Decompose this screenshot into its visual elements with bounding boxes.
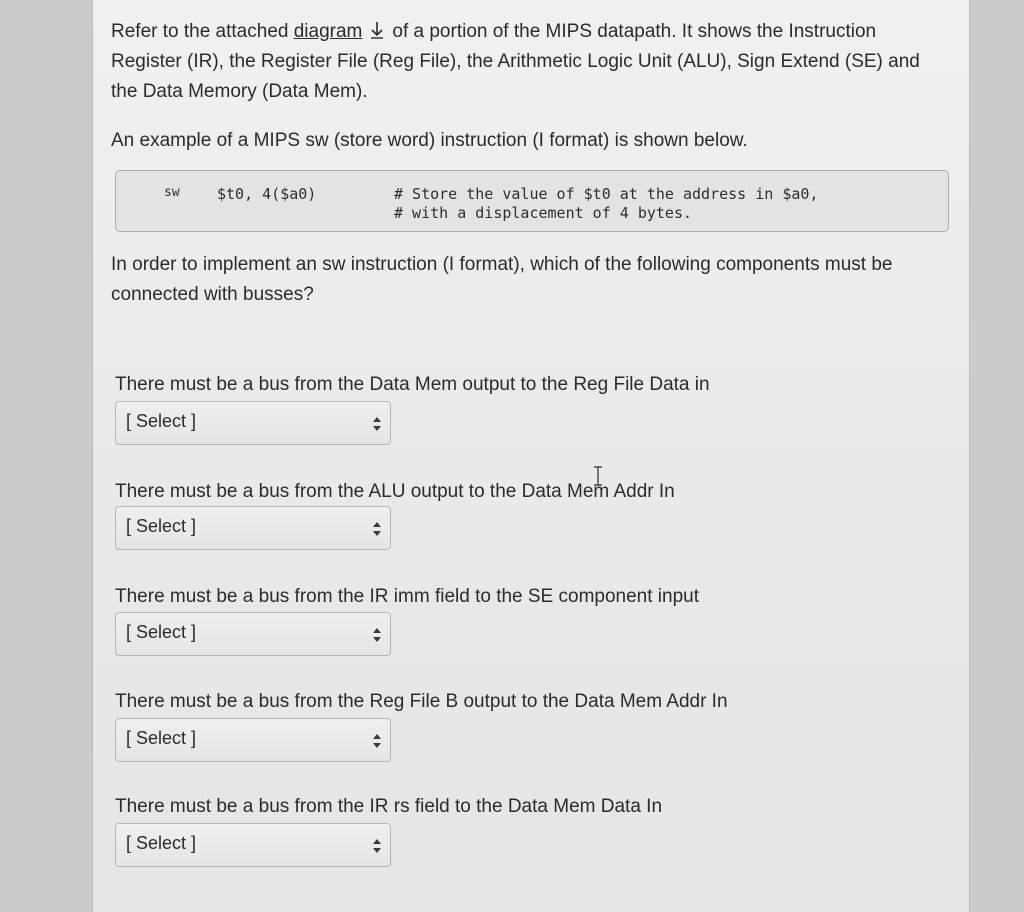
statement-5: There must be a bus from the IR rs field to the Data Mem Data In [115, 796, 663, 817]
answer-select-3[interactable] [115, 612, 391, 656]
select-value: [ Select ] [126, 622, 197, 642]
example-description: An example of a MIPS sw (store word) instruction (I format) is shown below. [111, 130, 748, 151]
code-comment-line-2: # with a displacement of 4 bytes. [394, 204, 693, 222]
intro-paragraph [111, 17, 951, 107]
intro-text-after: of a portion of the MIPS datapath. It shows the Instruction Register (IR), the Register File (Reg File), the Arithmetic Logic Unit (ALU), Sign Extend (SE) and the Data Memory (Data Mem). [111, 21, 920, 102]
answer-select-1[interactable] [115, 401, 391, 445]
code-block [115, 170, 949, 232]
statement-1: There must be a bus from the Data Mem output to the Reg File Data in [115, 374, 710, 395]
select-value: [ Select ] [126, 516, 197, 536]
text-cursor-icon [592, 466, 604, 486]
intro-text-before: Refer to the attached [111, 21, 289, 42]
code-operands: $t0, 4($a0) [217, 185, 317, 203]
statement-3: There must be a bus from the IR imm field to the SE component input [115, 586, 699, 607]
question-text: In order to implement an sw instruction (I format), which of the following components must be connected with busses? [111, 254, 893, 305]
diagram-link[interactable]: diagram [293, 21, 363, 42]
answer-select-5[interactable] [115, 823, 391, 867]
select-arrows-icon [372, 627, 382, 643]
select-value: [ Select ] [126, 411, 197, 431]
code-opcode: sw [164, 185, 180, 200]
download-arrow-icon[interactable] [368, 20, 386, 40]
code-comment-line-1: # Store the value of $t0 at the address in $a0, [394, 185, 819, 203]
answer-select-4[interactable] [115, 718, 391, 762]
select-value: [ Select ] [126, 833, 197, 853]
select-arrows-icon [372, 838, 382, 854]
answer-select-2[interactable] [115, 506, 391, 550]
select-arrows-icon [372, 733, 382, 749]
select-arrows-icon [372, 416, 382, 432]
select-value: [ Select ] [126, 728, 197, 748]
select-arrows-icon [372, 521, 382, 537]
statement-2: There must be a bus from the ALU output to the Data Mem Addr In [115, 481, 675, 502]
statement-4: There must be a bus from the Reg File B output to the Data Mem Addr In [115, 691, 728, 712]
quiz-page [92, 0, 970, 912]
